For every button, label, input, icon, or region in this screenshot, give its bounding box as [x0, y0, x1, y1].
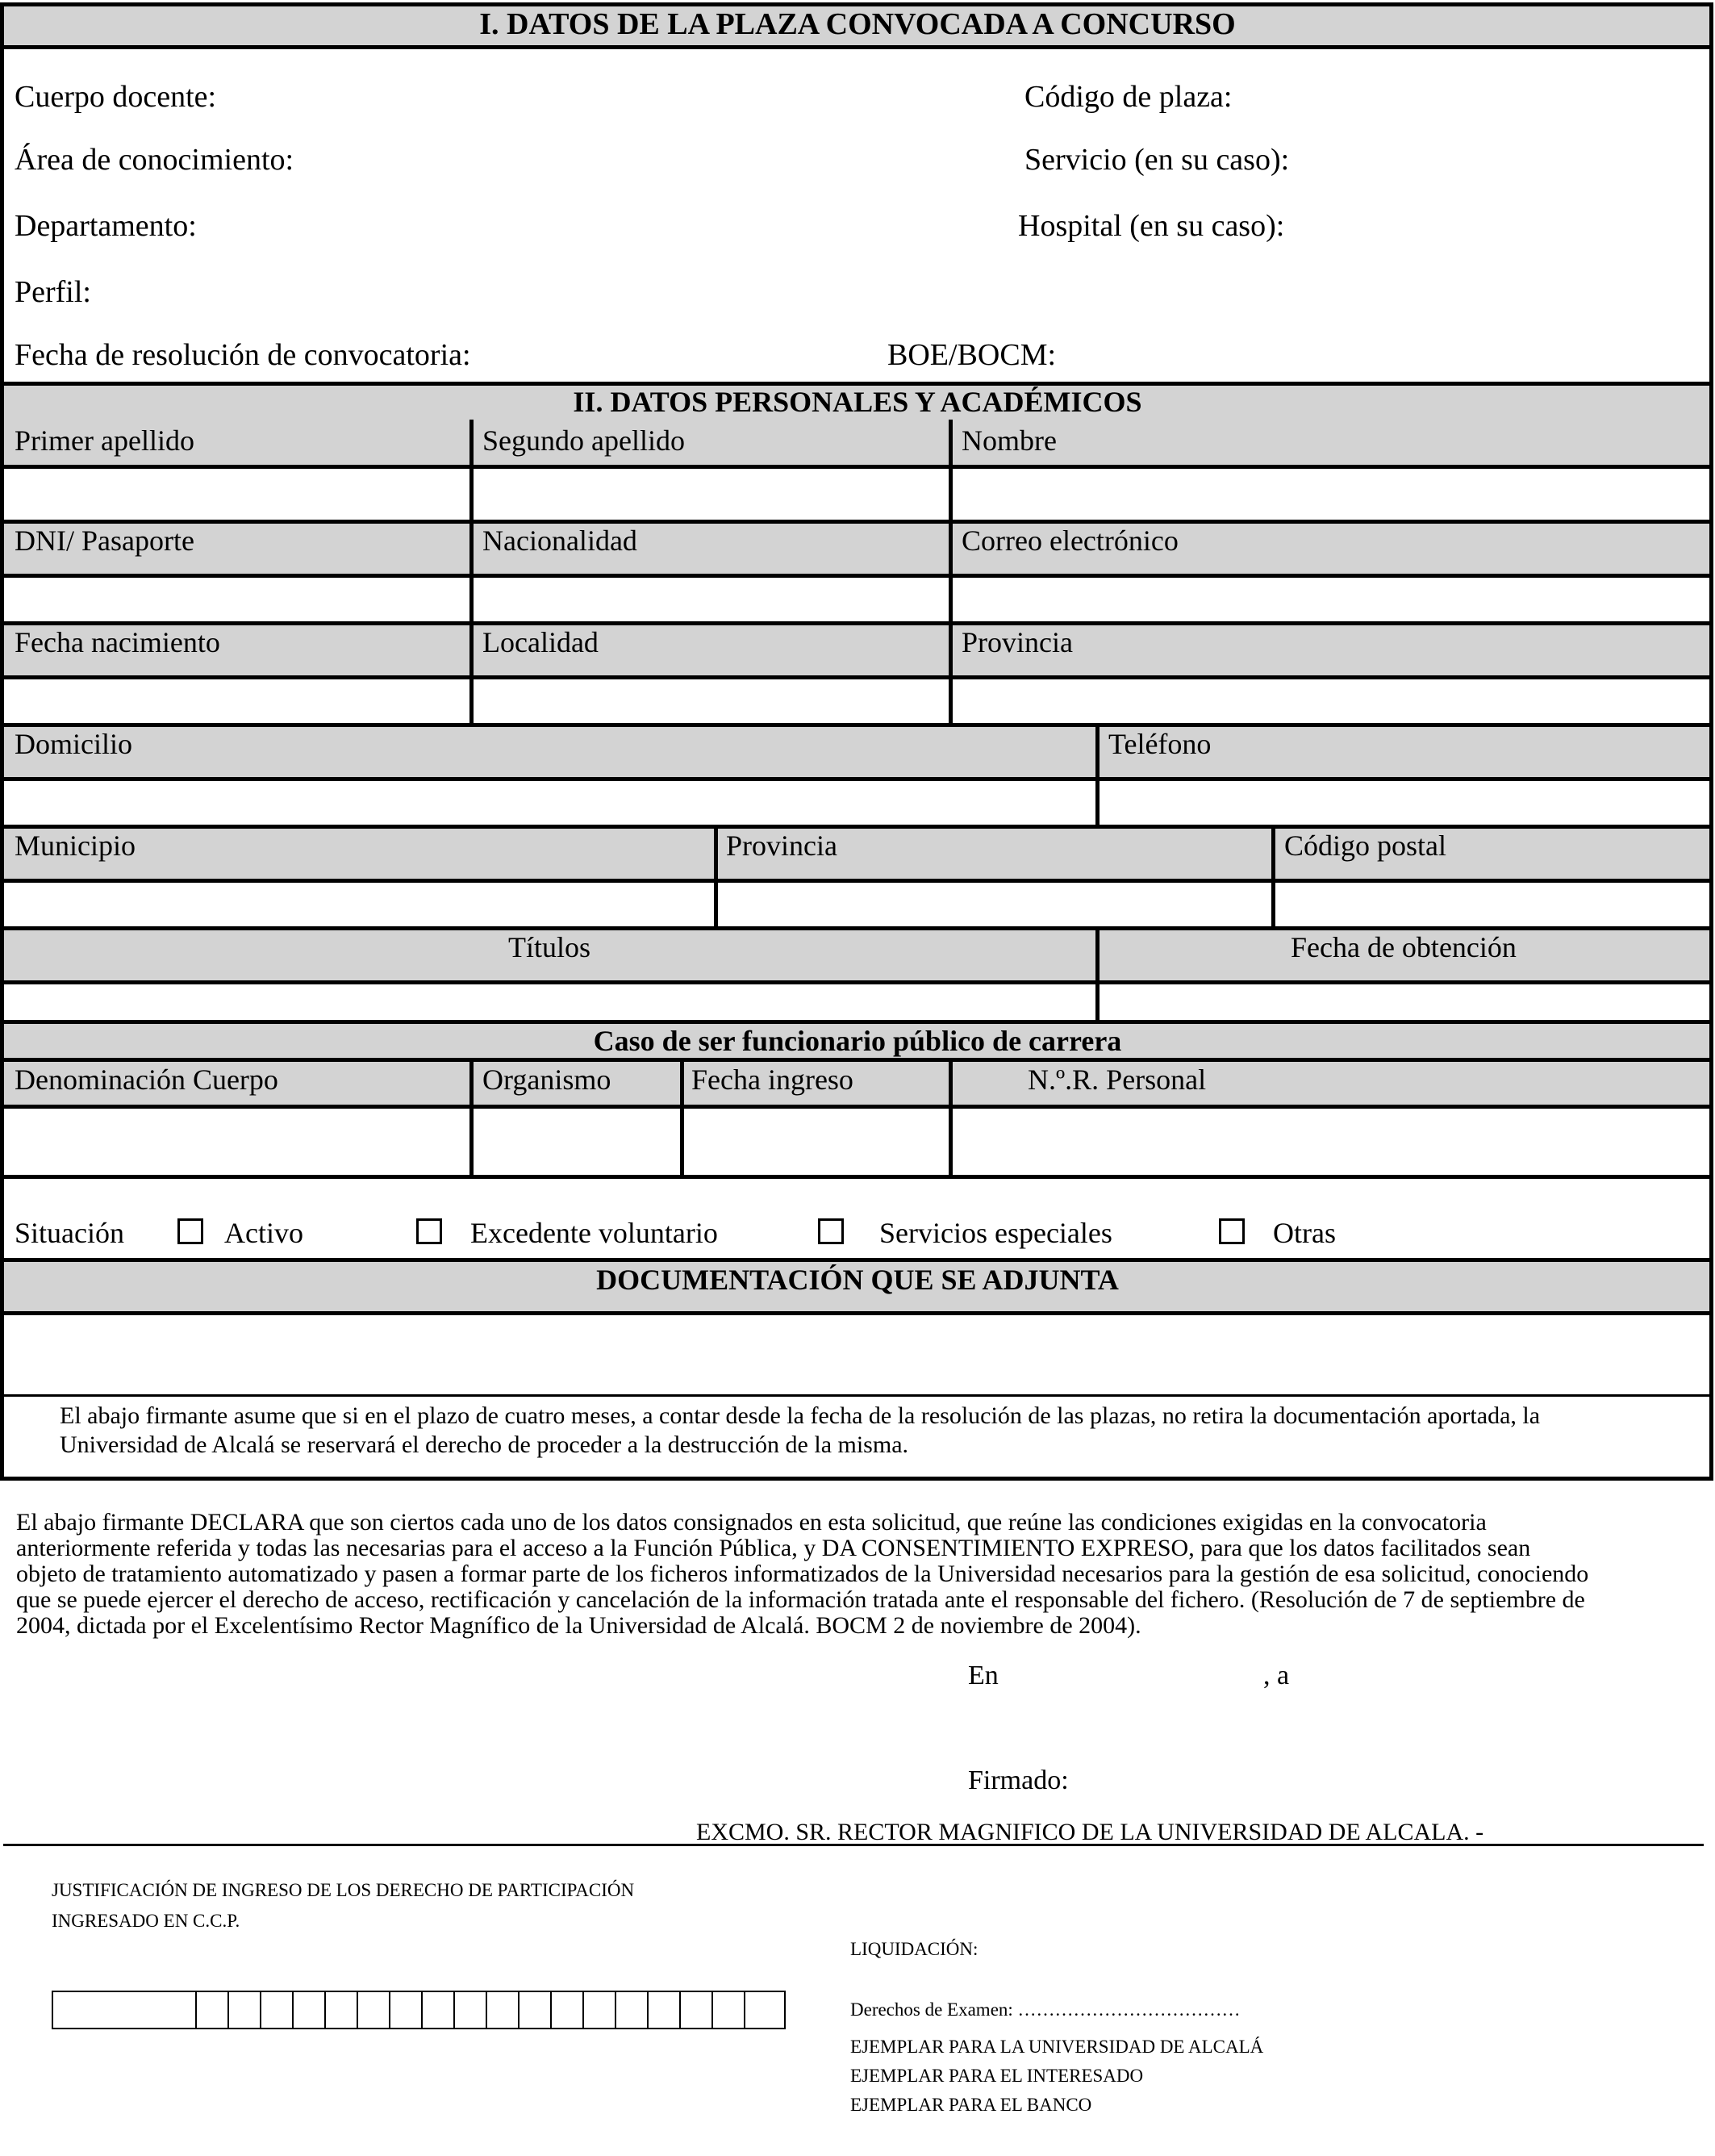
excedente-label: Excedente voluntario	[470, 1217, 718, 1249]
fecha-nacimiento-label: Fecha nacimiento	[15, 626, 220, 658]
correo-input[interactable]	[953, 570, 1709, 621]
situacion-label: Situación	[15, 1217, 124, 1249]
en-label: En	[968, 1661, 999, 1690]
ccp-digit-cell	[681, 1992, 713, 2028]
nombre-input[interactable]	[953, 469, 1709, 520]
col-divider	[1271, 825, 1275, 926]
declaracion-line: 2004, dictada por el Excelentísimo Rector Magnífico de la Universidad de Alcalá. BOCM 2 de noviembre de 2004).	[16, 1612, 1141, 1639]
dni-label: DNI/ Pasaporte	[15, 524, 194, 557]
primer-apellido-label: Primer apellido	[15, 424, 194, 457]
fecha-obtencion-label: Fecha de obtención	[1291, 931, 1517, 963]
otras-label: Otras	[1273, 1217, 1336, 1249]
codigo-postal-label: Código postal	[1284, 829, 1447, 862]
provincia2-input[interactable]	[718, 875, 1271, 926]
documentacion-title: DOCUMENTACIÓN QUE SE ADJUNTA	[596, 1264, 1119, 1296]
funcionario-title: Caso de ser funcionario público de carrera	[593, 1025, 1122, 1057]
ccp-digit-cell	[53, 1992, 197, 2028]
firmado-label: Firmado:	[968, 1765, 1069, 1795]
ccp-digit-cell	[294, 1992, 326, 2028]
ccp-digit-cell	[487, 1992, 520, 2028]
provincia-label: Provincia	[962, 626, 1073, 658]
ccp-digit-cell	[390, 1992, 423, 2028]
hospital-label: Hospital (en su caso):	[1018, 209, 1285, 243]
domicilio-input[interactable]	[4, 773, 1095, 825]
cuerpo-docente-label: Cuerpo docente:	[15, 80, 217, 114]
titulos-label: Títulos	[508, 931, 591, 963]
servicios-especiales-checkbox[interactable]	[818, 1218, 844, 1244]
ejemplar-interesado: EJEMPLAR PARA EL INTERESADO	[850, 2066, 1144, 2086]
area-label: Área de conocimiento:	[15, 143, 294, 177]
servicio-label: Servicio (en su caso):	[1024, 143, 1290, 177]
telefono-label: Teléfono	[1108, 728, 1212, 760]
ccp-digit-cell	[326, 1992, 358, 2028]
primer-apellido-input[interactable]	[4, 469, 470, 520]
organismo-input[interactable]	[474, 1101, 680, 1176]
ccp-digit-cell	[229, 1992, 261, 2028]
nacionalidad-input[interactable]	[474, 570, 949, 621]
nrp-input[interactable]	[953, 1101, 1709, 1176]
dni-input[interactable]	[4, 570, 470, 621]
nacionalidad-label: Nacionalidad	[482, 524, 637, 557]
section2-title: II. DATOS PERSONALES Y ACADÉMICOS	[573, 386, 1142, 418]
ccp-digit-cell	[649, 1992, 681, 2028]
declaracion-line: objeto de tratamiento automatizado y pasen a formar parte de los ficheros informatizados de la Universidad necesarios para la gestión de esa solicitud, conociendo	[16, 1561, 1589, 1587]
row-divider	[4, 1175, 1709, 1179]
municipio-input[interactable]	[4, 875, 714, 926]
localidad-label: Localidad	[482, 626, 599, 658]
funcionario-divider	[4, 1058, 1709, 1062]
localidad-input[interactable]	[474, 671, 949, 723]
provincia-input[interactable]	[953, 671, 1709, 723]
nrp-label: N.º.R. Personal	[1028, 1063, 1207, 1096]
domicilio-label: Domicilio	[15, 728, 132, 760]
documentacion-note-2: Universidad de Alcalá se reservará el derecho de proceder a la destrucción de la misma.	[60, 1431, 909, 1458]
col-divider	[680, 1058, 684, 1176]
departamento-label: Departamento:	[15, 209, 197, 243]
fecha-ingreso-label: Fecha ingreso	[691, 1063, 853, 1096]
denominacion-label: Denominación Cuerpo	[15, 1063, 278, 1096]
telefono-input[interactable]	[1100, 773, 1709, 825]
servicios-especiales-label: Servicios especiales	[879, 1217, 1112, 1249]
ccp-digit-cell	[520, 1992, 552, 2028]
ccp-digit-cell	[261, 1992, 294, 2028]
fecha-nacimiento-input[interactable]	[4, 671, 470, 723]
segundo-apellido-input[interactable]	[474, 469, 949, 520]
col-divider	[949, 1058, 953, 1176]
denominacion-input[interactable]	[4, 1101, 470, 1176]
col-divider	[469, 420, 474, 723]
a-label: , a	[1263, 1661, 1290, 1690]
row-divider	[4, 1394, 1709, 1397]
justificacion-line-2: INGRESADO EN C.C.P.	[52, 1911, 240, 1931]
segundo-apellido-label: Segundo apellido	[482, 424, 685, 457]
documentacion-note-1: El abajo firmante asume que si en el plazo de cuatro meses, a contar desde la fecha de la resolución de las plazas, no retira la documentación aportada, la	[60, 1402, 1541, 1429]
justificacion-line-1: JUSTIFICACIÓN DE INGRESO DE LOS DERECHO DE PARTICIPACIÓN	[52, 1880, 635, 1900]
organismo-label: Organismo	[482, 1063, 611, 1096]
correo-label: Correo electrónico	[962, 524, 1179, 557]
provincia2-label: Provincia	[726, 829, 837, 862]
declaracion-line: El abajo firmante DECLARA que son ciertos cada uno de los datos consignados en esta solicitud, que reúne las condiciones exigidas en la convocatoria	[16, 1509, 1487, 1536]
codigo-plaza-label: Código de plaza:	[1024, 80, 1233, 114]
nombre-label: Nombre	[962, 424, 1057, 457]
codigo-postal-input[interactable]	[1275, 875, 1709, 926]
ccp-digit-cell	[616, 1992, 649, 2028]
municipio-label: Municipio	[15, 829, 136, 862]
documentacion-input[interactable]	[4, 1307, 1709, 1394]
rector-label: EXCMO. SR. RECTOR MAGNIFICO DE LA UNIVERSIDAD DE ALCALA. -	[696, 1819, 1484, 1845]
ccp-digit-cell	[423, 1992, 455, 2028]
otras-checkbox[interactable]	[1219, 1218, 1245, 1244]
excedente-checkbox[interactable]	[416, 1218, 442, 1244]
declaracion-line: anteriormente referida y todas las necesarias para el acceso a la Función Pública, y DA CONSENTIMIENTO EXPRESO, para que los datos facilitados sean	[16, 1535, 1531, 1561]
col-divider	[1095, 723, 1100, 825]
col-divider	[1095, 926, 1100, 1024]
col-divider	[949, 420, 953, 723]
ccp-digit-cell	[713, 1992, 745, 2028]
col-divider	[469, 1058, 474, 1176]
boe-label: BOE/BOCM:	[887, 338, 1057, 372]
ejemplar-universidad: EJEMPLAR PARA LA UNIVERSIDAD DE ALCALÁ	[850, 2037, 1264, 2057]
activo-label: Activo	[224, 1217, 303, 1249]
ccp-digit-cell	[358, 1992, 390, 2028]
ejemplar-banco: EJEMPLAR PARA EL BANCO	[850, 2095, 1092, 2115]
fecha-ingreso-input[interactable]	[684, 1101, 949, 1176]
derechos-label: Derechos de Examen: ………………………………	[850, 1999, 1241, 2020]
liquidacion-label: LIQUIDACIÓN:	[850, 1939, 979, 1959]
ccp-digit-cell	[455, 1992, 487, 2028]
perfil-label: Perfil:	[15, 275, 91, 309]
section1-title: I. DATOS DE LA PLAZA CONVOCADA A CONCURSO	[479, 7, 1236, 41]
col-divider	[714, 825, 718, 926]
fecha-resolucion-label: Fecha de resolución de convocatoria:	[15, 338, 471, 372]
activo-checkbox[interactable]	[177, 1218, 203, 1244]
row-a-labels	[4, 420, 1709, 469]
ccp-digit-cell	[197, 1992, 229, 2028]
ccp-digit-cell	[584, 1992, 616, 2028]
ccp-account-field[interactable]	[52, 1991, 786, 2029]
declaracion-line: que se puede ejercer el derecho de acceso, rectificación y cancelación de la información tratada ante el responsable del fichero. (Resolución de 7 de septiembre de	[16, 1586, 1585, 1613]
ccp-digit-cell	[552, 1992, 584, 2028]
